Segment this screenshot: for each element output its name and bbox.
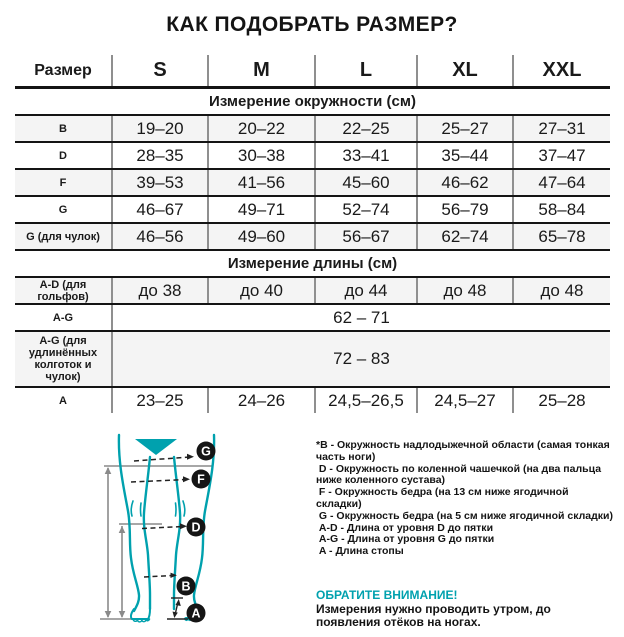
section-title-row	[15, 250, 610, 277]
cell-value-span: 72 – 83	[112, 331, 610, 387]
legend-item: *B - Окружность надлодыжечной области (самая тонкая часть ноги)	[316, 439, 613, 463]
row-label: G	[15, 196, 112, 223]
table-row	[15, 331, 610, 387]
cell-value-span: 62 – 71	[112, 304, 610, 331]
cell-value: 33–41	[315, 142, 417, 169]
table-row	[15, 169, 610, 196]
cell-value: 35–44	[417, 142, 513, 169]
cell-value: 25–27	[417, 115, 513, 142]
cell-value: 46–67	[112, 196, 208, 223]
legend-item: A - Длина стопы	[316, 545, 404, 558]
cell-value: 47–64	[513, 169, 610, 196]
legend-item: D - Окружность по коленной чашечкой (на два пальца ниже коленного сустава)	[316, 462, 604, 487]
section-title: Измерение окружности (см)	[15, 88, 610, 116]
cell-value: 39–53	[112, 169, 208, 196]
cell-value: 24,5–27	[417, 387, 513, 413]
cell-value: 65–78	[513, 223, 610, 250]
cell-value: 46–56	[112, 223, 208, 250]
diagram-label-badges	[177, 442, 216, 623]
cell-value: 46–62	[417, 169, 513, 196]
cell-value: до 48	[417, 277, 513, 304]
crotch-triangle	[135, 439, 177, 455]
size-column-header: XXL	[513, 55, 610, 88]
badge-letter: D	[191, 520, 201, 535]
cell-value: 58–84	[513, 196, 610, 223]
table-row	[15, 196, 610, 223]
cell-value: 25–28	[513, 387, 610, 413]
section-title-row	[15, 88, 610, 116]
size-column-header: S	[112, 55, 208, 88]
row-label: A-G	[15, 304, 112, 331]
table-row	[15, 277, 610, 304]
table-row	[15, 142, 610, 169]
cell-value: 41–56	[208, 169, 315, 196]
badge-letter: F	[197, 472, 205, 487]
table-row	[15, 387, 610, 413]
size-column-header: M	[208, 55, 315, 88]
row-label: A-D (для гольфов)	[15, 277, 112, 304]
cell-value: 22–25	[315, 115, 417, 142]
row-label: B	[15, 115, 112, 142]
note-title: ОБРАТИТЕ ВНИМАНИЕ!	[316, 588, 458, 602]
legend-item: A-D - Длина от уровня D до пятки	[316, 521, 494, 534]
legend-item: F - Окружность бедра (на 13 см ниже ягодичной складки)	[316, 486, 572, 510]
badge-letter: B	[181, 579, 191, 594]
cell-value: 20–22	[208, 115, 315, 142]
row-label: G (для чулок)	[15, 223, 112, 250]
cell-value: 45–60	[315, 169, 417, 196]
page-title: КАК ПОДОБРАТЬ РАЗМЕР?	[166, 13, 458, 36]
cell-value: 24–26	[208, 387, 315, 413]
cell-value: 28–35	[112, 142, 208, 169]
cell-value: 37–47	[513, 142, 610, 169]
section-title: Измерение длины (см)	[15, 250, 610, 277]
cell-value: до 48	[513, 277, 610, 304]
cell-value: 49–60	[208, 223, 315, 250]
size-guide-page	[0, 13, 624, 637]
legend-item: A-G - Длина от уровня G до пятки	[316, 533, 495, 546]
size-column-header: L	[315, 55, 417, 88]
cell-value: до 40	[208, 277, 315, 304]
cell-value: 19–20	[112, 115, 208, 142]
cell-value: 49–71	[208, 196, 315, 223]
table-row	[15, 223, 610, 250]
cell-value: 56–67	[315, 223, 417, 250]
size-table	[15, 55, 610, 413]
cell-value: 24,5–26,5	[315, 387, 417, 413]
cell-value: 30–38	[208, 142, 315, 169]
size-header-row	[15, 55, 610, 88]
row-label: D	[15, 142, 112, 169]
row-label: A-G (для удлинённых колготок и чулок)	[15, 331, 112, 387]
measurement-legend	[316, 440, 614, 558]
cell-value: 23–25	[112, 387, 208, 413]
table-row	[15, 304, 610, 331]
size-header-label: Размер	[15, 55, 112, 88]
row-label: A	[59, 394, 67, 407]
cell-value: до 38	[112, 277, 208, 304]
cell-value: до 44	[315, 277, 417, 304]
badge-letter: A	[191, 606, 201, 621]
cell-value: 52–74	[315, 196, 417, 223]
legend-item: G - Окружность бедра (на 5 см ниже ягодичной складки)	[316, 509, 613, 522]
cell-value: 27–31	[513, 115, 610, 142]
legs-measurement-diagram	[84, 433, 316, 635]
cell-value: 56–79	[417, 196, 513, 223]
note-text: Измерения нужно проводить утром, до появления отёков на ногах.	[316, 602, 551, 629]
table-row	[15, 115, 610, 142]
size-column-header: XL	[417, 55, 513, 88]
attention-note	[316, 588, 616, 628]
badge-letter: G	[201, 444, 211, 459]
row-label: F	[15, 169, 112, 196]
cell-value: 62–74	[417, 223, 513, 250]
